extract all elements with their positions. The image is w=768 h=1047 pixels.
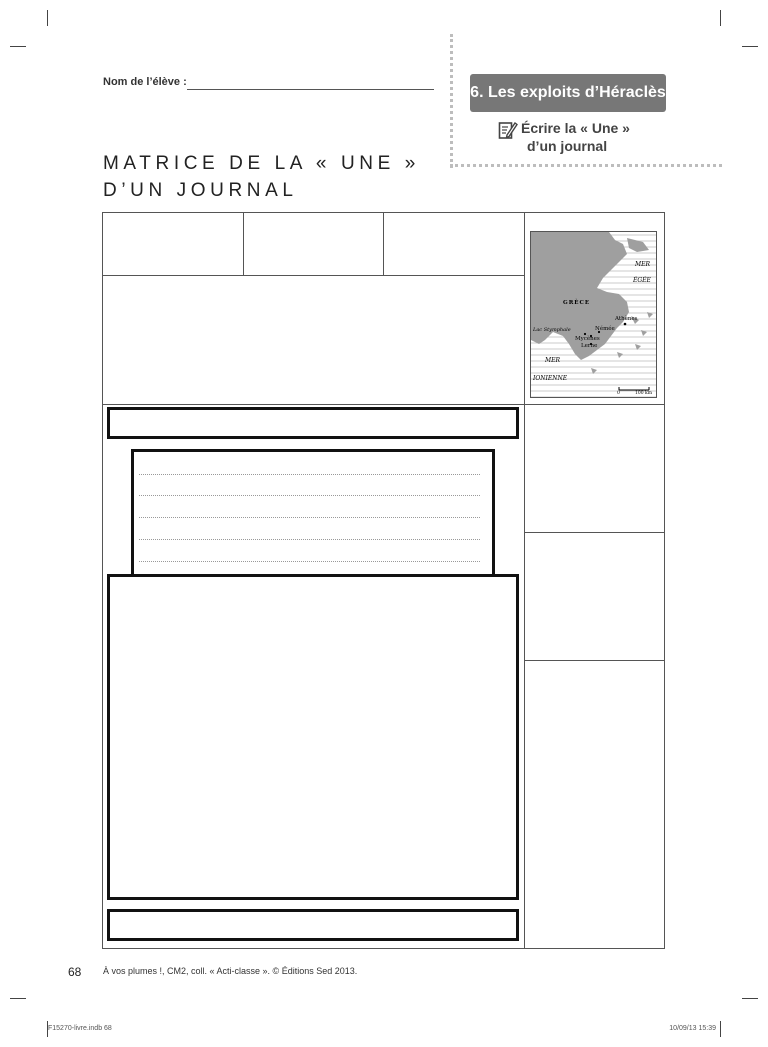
city-label-lerne: Lerne: [581, 343, 598, 349]
page-title-line-2: D’UN JOURNAL: [103, 180, 298, 201]
city-label-mycenes: Mycènes: [575, 336, 600, 342]
city-label-nemee: Némée: [595, 326, 615, 332]
print-timestamp: 10/09/13 15:39: [669, 1025, 716, 1032]
writing-pencil-icon: [498, 120, 518, 140]
crop-mark: [10, 998, 26, 999]
side-box-3[interactable]: [524, 660, 665, 949]
sea-label-mer: MER: [545, 357, 561, 364]
masthead-box[interactable]: [102, 275, 525, 405]
chapter-badge: [470, 74, 666, 112]
country-label: GRÈCE: [563, 300, 591, 306]
crop-mark: [720, 1021, 721, 1037]
writing-line: [139, 517, 480, 518]
crop-mark: [742, 46, 758, 47]
headline-box[interactable]: [107, 407, 519, 439]
crop-mark: [742, 998, 758, 999]
header-box-1[interactable]: [102, 212, 244, 276]
sea-label-egee: ÉGÉE: [633, 277, 651, 284]
caption-box[interactable]: [107, 909, 519, 941]
city-label-athenes: Athènes: [615, 316, 638, 322]
writing-line: [139, 474, 480, 475]
page-number: 68: [68, 965, 82, 979]
student-name-label: Nom de l’élève :: [103, 76, 187, 88]
sea-label-ionienne: IONIENNE: [533, 375, 568, 382]
lake-label: Lac Stymphale: [533, 327, 571, 333]
crop-mark: [47, 10, 48, 26]
crop-mark: [10, 46, 26, 47]
chapter-title: 6. Les exploits d’Héraclès: [470, 84, 666, 101]
page-title-line-1: MATRICE DE LA « UNE »: [103, 153, 420, 174]
scale-zero: 0: [617, 391, 620, 396]
lead-text-box[interactable]: [131, 449, 495, 579]
header-box-3[interactable]: [383, 212, 525, 276]
print-file-info: F15270-livre.indb 68: [48, 1025, 112, 1032]
main-image-box[interactable]: [107, 574, 519, 900]
writing-line: [139, 539, 480, 540]
writing-line: [139, 495, 480, 496]
task-line-2: d’un journal: [527, 138, 608, 154]
crop-mark: [720, 10, 721, 26]
greece-map-drawing: [531, 232, 657, 398]
side-box-1[interactable]: [524, 404, 665, 533]
dotted-divider: [450, 164, 722, 167]
writing-line: [139, 561, 480, 562]
task-line-1: Écrire la « Une »: [521, 120, 630, 136]
publisher-credit: À vos plumes !, CM2, coll. « Acti-classe ». © Éditions Sed 2013.: [103, 966, 358, 976]
student-name-field[interactable]: [187, 89, 434, 90]
dotted-divider: [450, 34, 453, 168]
sea-label-mer: MER: [635, 261, 651, 268]
page-title: [103, 150, 420, 204]
side-box-2[interactable]: [524, 532, 665, 661]
greece-map: [530, 231, 657, 398]
scale-distance: 100 km: [635, 391, 653, 396]
header-box-2[interactable]: [243, 212, 384, 276]
